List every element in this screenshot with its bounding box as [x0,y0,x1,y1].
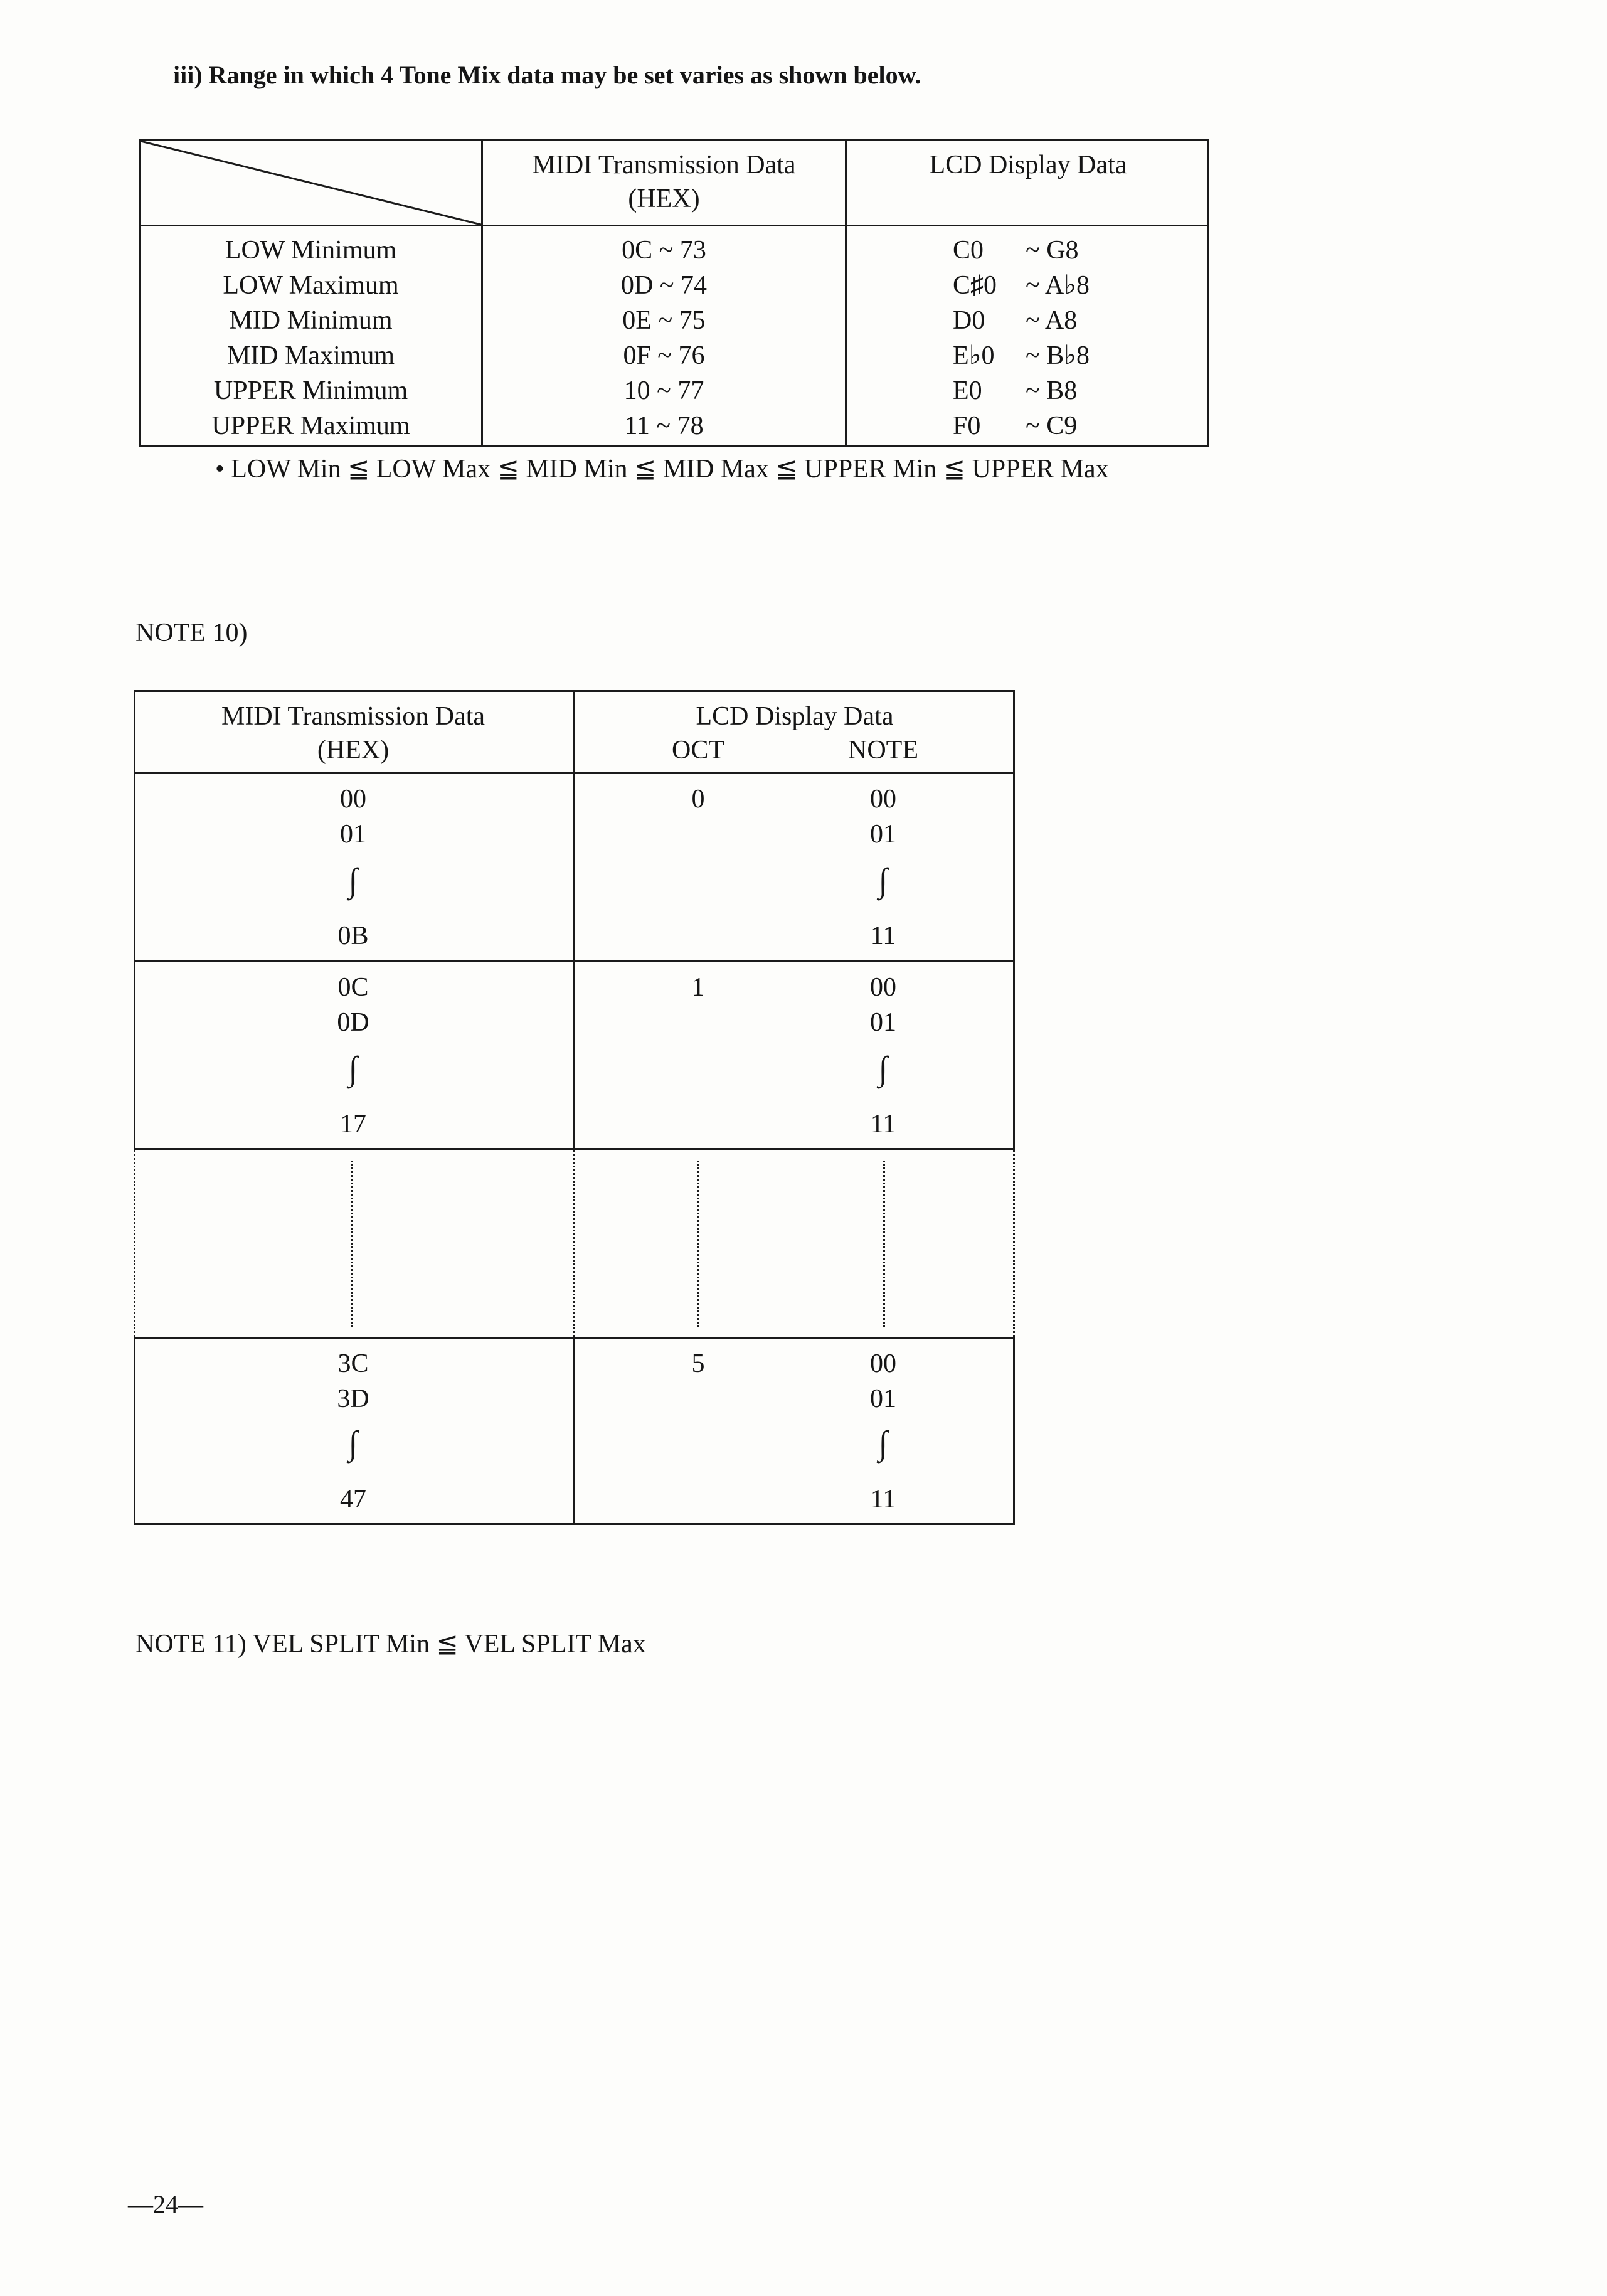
tone-mix-range-table [139,139,1209,447]
note-value: 01 [870,1385,896,1413]
oct-value: 1 [691,973,705,1002]
row-lcd-from: C0 [953,236,984,265]
oct-value: 5 [691,1349,705,1378]
row-midi-range: 0D ~ 74 [620,271,708,300]
dotted-continuation [351,1161,353,1327]
oct-value: 0 [691,785,705,814]
note-value: 00 [870,1349,896,1378]
header-oct: OCT [672,736,724,765]
range-squiggle: ∫ [878,1050,888,1087]
midi-value: 47 [340,1485,366,1514]
col-divider [573,690,575,1150]
row-lcd-to: ~ G8 [1026,236,1079,265]
header-divider [141,225,1207,226]
row-lcd-to: ~ A8 [1026,306,1078,335]
midi-value: 00 [340,785,366,814]
note-value: 11 [870,1485,896,1514]
row-midi-range: 0E ~ 75 [622,306,706,335]
dotted-continuation [134,1150,135,1337]
header-lcd: LCD Display Data [929,151,1127,179]
range-squiggle: ∫ [348,861,358,899]
page-number: —24— [128,2190,203,2218]
header-note: NOTE [848,736,918,765]
note-value: 01 [870,1008,896,1037]
row-label: UPPER Maximum [211,412,410,440]
range-squiggle: ∫ [348,1050,358,1087]
row-label: MID Maximum [226,341,395,370]
row-label: UPPER Minimum [213,376,408,405]
midi-value: 01 [340,820,366,849]
note-value: 01 [870,820,896,849]
row-midi-range: 0C ~ 73 [622,236,706,265]
dotted-continuation [697,1161,699,1327]
row-midi-range: 10 ~ 77 [623,376,704,405]
range-squiggle: ∫ [878,1424,888,1462]
midi-value: 17 [340,1110,366,1139]
row-lcd-from: E♭0 [953,341,995,370]
header-midi: MIDI Transmission Data [221,702,485,731]
midi-value: 0C [337,973,369,1002]
row-midi-range: 11 ~ 78 [624,412,704,440]
note-value: 00 [870,973,896,1002]
dotted-continuation [1013,1150,1015,1337]
header-diagonal [141,141,483,226]
row-lcd-from: D0 [953,306,985,335]
col-divider [573,1337,575,1525]
note10-title: NOTE 10) [135,619,248,647]
note-value: 00 [870,785,896,814]
header-midi-sub: (HEX) [628,184,700,213]
dotted-continuation [883,1161,885,1327]
row-lcd-from: F0 [953,412,981,440]
row-lcd-from: E0 [953,376,982,405]
row-lcd-to: ~ B♭8 [1026,341,1090,370]
octave-note-table [134,690,1015,1525]
midi-value: 3D [337,1385,369,1413]
row-lcd-to: ~ A♭8 [1026,271,1090,300]
section-heading: iii) Range in which 4 Tone Mix data may be set varies as shown below. [173,61,921,89]
row-midi-range: 0F ~ 76 [623,341,705,370]
header-lcd: LCD Display Data [696,702,894,731]
midi-value: 0B [337,922,369,950]
row-label: MID Minimum [229,306,393,335]
note-value: 11 [870,922,896,950]
range-squiggle: ∫ [878,861,888,899]
row-label: LOW Minimum [225,236,397,265]
dotted-continuation [573,1150,575,1337]
range-inequality: • LOW Min ≦ LOW Max ≦ MID Min ≦ MID Max ≦ UPPER Min ≦ UPPER Max [215,455,1109,484]
midi-value: 3C [337,1349,369,1378]
range-squiggle: ∫ [348,1424,358,1462]
note-value: 11 [870,1110,896,1139]
col-divider [845,141,847,445]
row-lcd-to: ~ B8 [1026,376,1078,405]
header-midi: MIDI Transmission Data [532,151,796,179]
row-lcd-to: ~ C9 [1026,412,1078,440]
note11-text: NOTE 11) VEL SPLIT Min ≦ VEL SPLIT Max [135,1630,646,1659]
row-label: LOW Maximum [223,271,399,300]
midi-value: 0D [337,1008,369,1037]
row-lcd-from: C♯0 [953,271,997,300]
header-midi-sub: (HEX) [317,736,390,765]
